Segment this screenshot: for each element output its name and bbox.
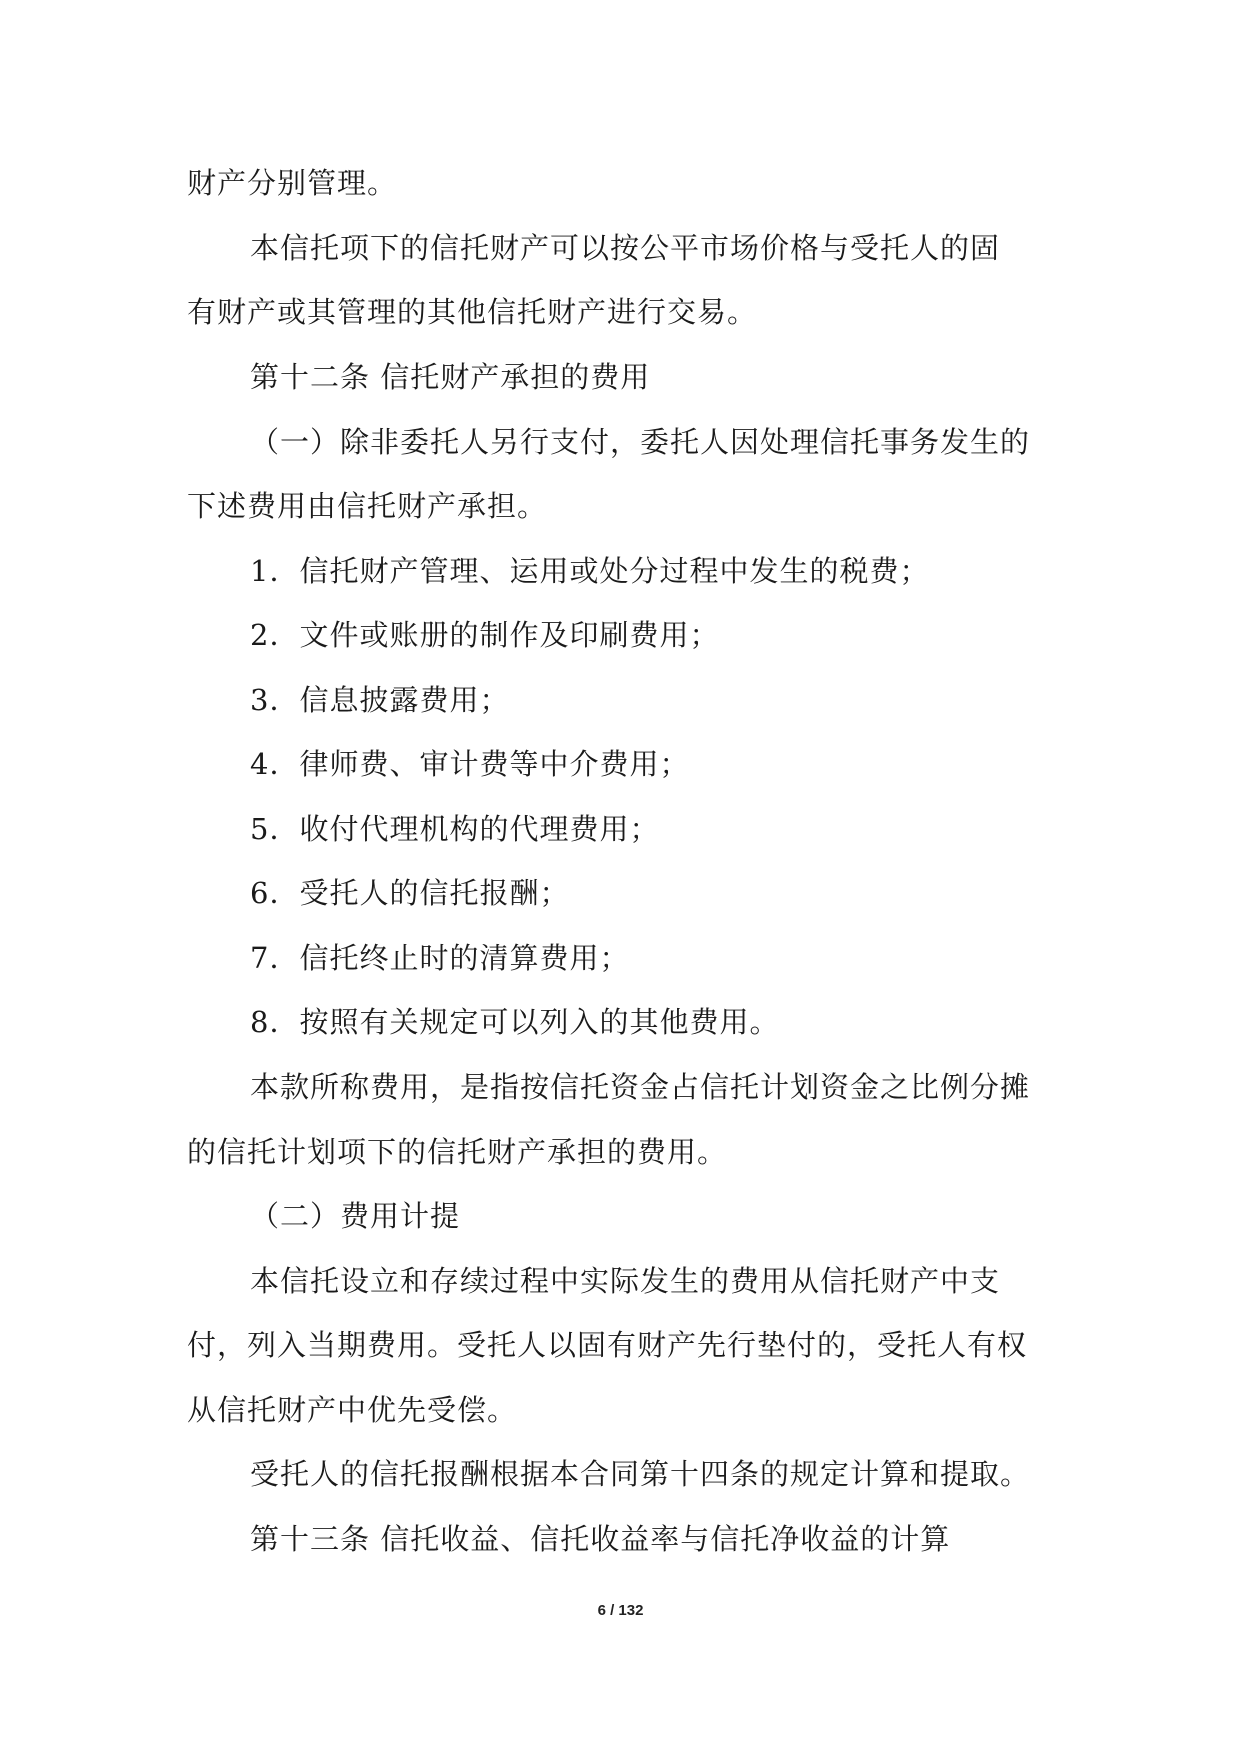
list-item: 8．按照有关规定可以列入的其他费用。: [250, 1005, 780, 1039]
section-heading: 第十二条 信托财产承担的费用: [250, 360, 651, 394]
body-text-line: 本款所称费用，是指按信托资金占信托计划资金之比例分摊: [250, 1070, 1031, 1104]
body-text-line: 下述费用由信托财产承担。: [187, 489, 548, 523]
body-text-line: 从信托财产中优先受偿。: [187, 1393, 518, 1427]
page-number: 6 / 132: [597, 1602, 644, 1619]
body-text-line: 财产分别管理。: [187, 166, 398, 200]
body-text-line: 的信托计划项下的信托财产承担的费用。: [187, 1135, 728, 1169]
list-item: 1．信托财产管理、运用或处分过程中发生的税费；: [250, 554, 930, 588]
subsection-heading: （二）费用计提: [250, 1199, 461, 1233]
list-item: 7．信托终止时的清算费用；: [250, 941, 630, 975]
body-text-line: 受托人的信托报酬根据本合同第十四条的规定计算和提取。: [250, 1457, 1031, 1491]
body-text-line: 有财产或其管理的其他信托财产进行交易。: [187, 295, 758, 329]
section-heading: 第十三条 信托收益、信托收益率与信托净收益的计算: [250, 1522, 951, 1556]
list-item: 6．受托人的信托报酬；: [250, 876, 570, 910]
list-item: 4．律师费、审计费等中介费用；: [250, 747, 690, 781]
body-text-line: （一）除非委托人另行支付，委托人因处理信托事务发生的: [250, 425, 1031, 459]
list-item: 2．文件或账册的制作及印刷费用；: [250, 618, 720, 652]
body-text-line: 付，列入当期费用。受托人以固有财产先行垫付的，受托人有权: [187, 1328, 1028, 1362]
body-text-line: 本信托项下的信托财产可以按公平市场价格与受托人的固: [250, 231, 1001, 265]
list-item: 3．信息披露费用；: [250, 683, 510, 717]
list-item: 5．收付代理机构的代理费用；: [250, 812, 660, 846]
body-text-line: 本信托设立和存续过程中实际发生的费用从信托财产中支: [250, 1264, 1001, 1298]
